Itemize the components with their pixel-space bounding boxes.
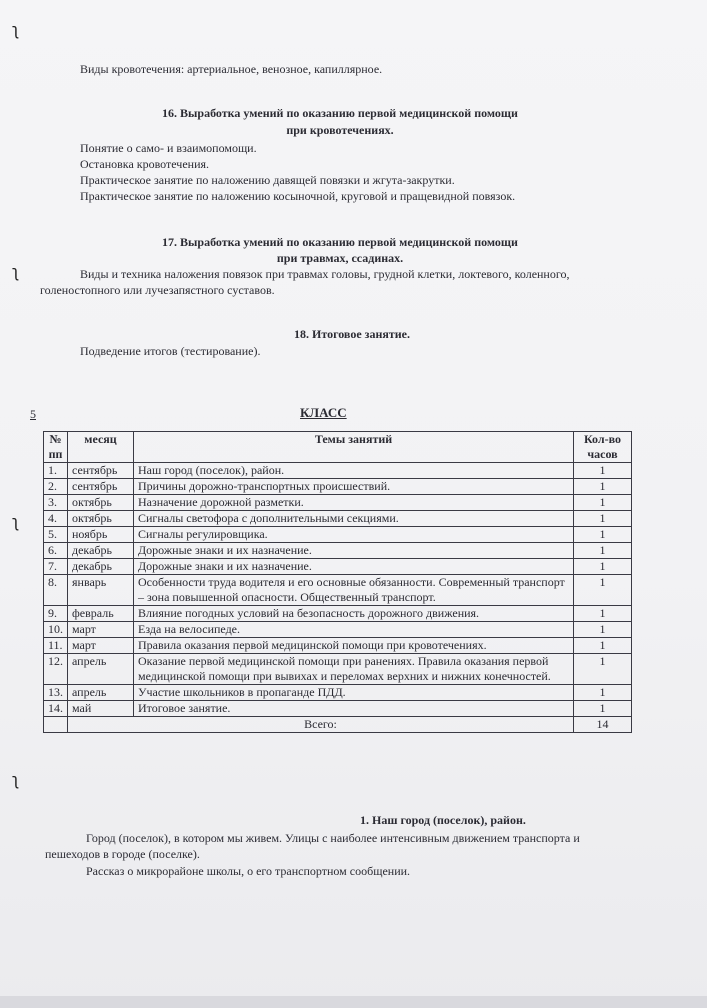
row-hours: 1 xyxy=(574,543,632,559)
class-title: КЛАСС xyxy=(300,405,347,420)
section1-title: 1. Наш город (поселок), район. xyxy=(360,813,526,827)
table-row xyxy=(44,638,632,654)
margin-mark: ʅ xyxy=(12,512,20,531)
row-hours: 1 xyxy=(574,575,632,606)
schedule-table xyxy=(43,431,632,733)
row-month: апрель xyxy=(68,654,134,685)
class-number: 5 xyxy=(30,407,36,421)
row-num: 9. xyxy=(44,606,68,622)
margin-mark: ʅ xyxy=(12,262,20,281)
row-num: 5. xyxy=(44,527,68,543)
table-row xyxy=(44,463,632,479)
row-hours: 1 xyxy=(574,654,632,685)
table-row xyxy=(44,495,632,511)
row-hours: 1 xyxy=(574,527,632,543)
section17-text-line1: Виды и техника наложения повязок при травмах головы, грудной клетки, локтевого, коленного, xyxy=(80,267,570,281)
section18-text: Подведение итогов (тестирование). xyxy=(80,344,261,358)
row-topic: Оказание первой медицинской помощи при ранениях. Правила оказания первой медицинской помощи при вывихах и переломах верхних и нижних конечностей. xyxy=(134,654,574,685)
row-month: сентябрь xyxy=(68,463,134,479)
row-hours: 1 xyxy=(574,495,632,511)
row-hours: 1 xyxy=(574,622,632,638)
row-month: март xyxy=(68,638,134,654)
table-row xyxy=(44,701,632,717)
section16-item: Остановка кровотечения. xyxy=(80,157,210,171)
table-row xyxy=(44,543,632,559)
row-topic: Назначение дорожной разметки. xyxy=(134,495,574,511)
row-num: 3. xyxy=(44,495,68,511)
row-num: 2. xyxy=(44,479,68,495)
row-topic: Участие школьников в пропаганде ПДД. xyxy=(134,685,574,701)
row-month: октябрь xyxy=(68,495,134,511)
margin-mark: ʅ xyxy=(12,770,20,789)
page-bottom-edge xyxy=(0,996,707,1008)
row-hours: 1 xyxy=(574,559,632,575)
section17-text-line2: голеностопного или лучезапястного суставов. xyxy=(40,283,275,297)
section17-title-line2: при травмах, ссадинах. xyxy=(276,251,404,265)
table-row xyxy=(44,622,632,638)
row-hours: 1 xyxy=(574,479,632,495)
section1-para1-line1: Город (поселок), в котором мы живем. Улицы с наиболее интенсивным движением транспорта и xyxy=(86,831,580,845)
row-hours: 1 xyxy=(574,511,632,527)
row-topic: Причины дорожно-транспортных происшествий. xyxy=(134,479,574,495)
header-topic: Темы занятий xyxy=(134,432,574,463)
table-row xyxy=(44,685,632,701)
row-num: 1. xyxy=(44,463,68,479)
total-value: 14 xyxy=(574,717,632,733)
margin-mark: ʅ xyxy=(12,20,20,39)
table-row xyxy=(44,606,632,622)
section16-title-line1: 16. Выработка умений по оказанию первой медицинской помощи xyxy=(162,106,518,120)
header-hours: Кол-во часов xyxy=(574,432,632,463)
row-hours: 1 xyxy=(574,606,632,622)
row-topic: Сигналы регулировщика. xyxy=(134,527,574,543)
intro-line: Виды кровотечения: артериальное, венозное, капиллярное. xyxy=(80,62,383,76)
row-hours: 1 xyxy=(574,685,632,701)
row-month: октябрь xyxy=(68,511,134,527)
section16-item: Понятие о само- и взаимопомощи. xyxy=(80,141,257,155)
row-topic: Дорожные знаки и их назначение. xyxy=(134,559,574,575)
header-num: № пп xyxy=(44,432,68,463)
section1-para1-line2: пешеходов в городе (поселке). xyxy=(45,847,200,861)
section16-title-line2: при кровотечениях. xyxy=(286,123,394,137)
section16-item: Практическое занятие по наложению косыночной, круговой и пращевидной повязок. xyxy=(80,189,516,203)
row-num: 12. xyxy=(44,654,68,685)
row-month: январь xyxy=(68,575,134,606)
row-hours: 1 xyxy=(574,701,632,717)
row-month: март xyxy=(68,622,134,638)
total-empty-cell xyxy=(44,717,68,733)
header-month: месяц xyxy=(68,432,134,463)
row-month: февраль xyxy=(68,606,134,622)
row-num: 10. xyxy=(44,622,68,638)
row-num: 14. xyxy=(44,701,68,717)
row-month: декабрь xyxy=(68,559,134,575)
row-num: 4. xyxy=(44,511,68,527)
row-topic: Наш город (поселок), район. xyxy=(134,463,574,479)
row-month: сентябрь xyxy=(68,479,134,495)
row-topic: Особенности труда водителя и его основные обязанности. Современный транспорт – зона повышенной опасности. Общественный транспорт. xyxy=(134,575,574,606)
row-month: ноябрь xyxy=(68,527,134,543)
row-month: декабрь xyxy=(68,543,134,559)
table-row xyxy=(44,511,632,527)
row-num: 6. xyxy=(44,543,68,559)
table-row xyxy=(44,527,632,543)
row-hours: 1 xyxy=(574,638,632,654)
total-label: Всего: xyxy=(68,717,574,733)
row-topic: Сигналы светофора с дополнительными секциями. xyxy=(134,511,574,527)
section1-para2: Рассказ о микрорайоне школы, о его транспортном сообщении. xyxy=(86,864,411,878)
section18-title: 18. Итоговое занятие. xyxy=(294,327,411,341)
section16-item: Практическое занятие по наложению давящей повязки и жгута-закрутки. xyxy=(80,173,455,187)
row-month: апрель xyxy=(68,685,134,701)
row-topic: Езда на велосипеде. xyxy=(134,622,574,638)
row-hours: 1 xyxy=(574,463,632,479)
row-topic: Дорожные знаки и их назначение. xyxy=(134,543,574,559)
table-row xyxy=(44,575,632,606)
table-row xyxy=(44,654,632,685)
row-num: 8. xyxy=(44,575,68,606)
table-row xyxy=(44,479,632,495)
row-topic: Влияние погодных условий на безопасность дорожного движения. xyxy=(134,606,574,622)
row-num: 13. xyxy=(44,685,68,701)
row-num: 7. xyxy=(44,559,68,575)
section17-title-line1: 17. Выработка умений по оказанию первой медицинской помощи xyxy=(162,235,518,249)
table-total-row xyxy=(44,717,632,733)
row-num: 11. xyxy=(44,638,68,654)
row-topic: Итоговое занятие. xyxy=(134,701,574,717)
row-month: май xyxy=(68,701,134,717)
row-topic: Правила оказания первой медицинской помощи при кровотечениях. xyxy=(134,638,574,654)
table-row xyxy=(44,559,632,575)
table-header-row xyxy=(44,432,632,463)
